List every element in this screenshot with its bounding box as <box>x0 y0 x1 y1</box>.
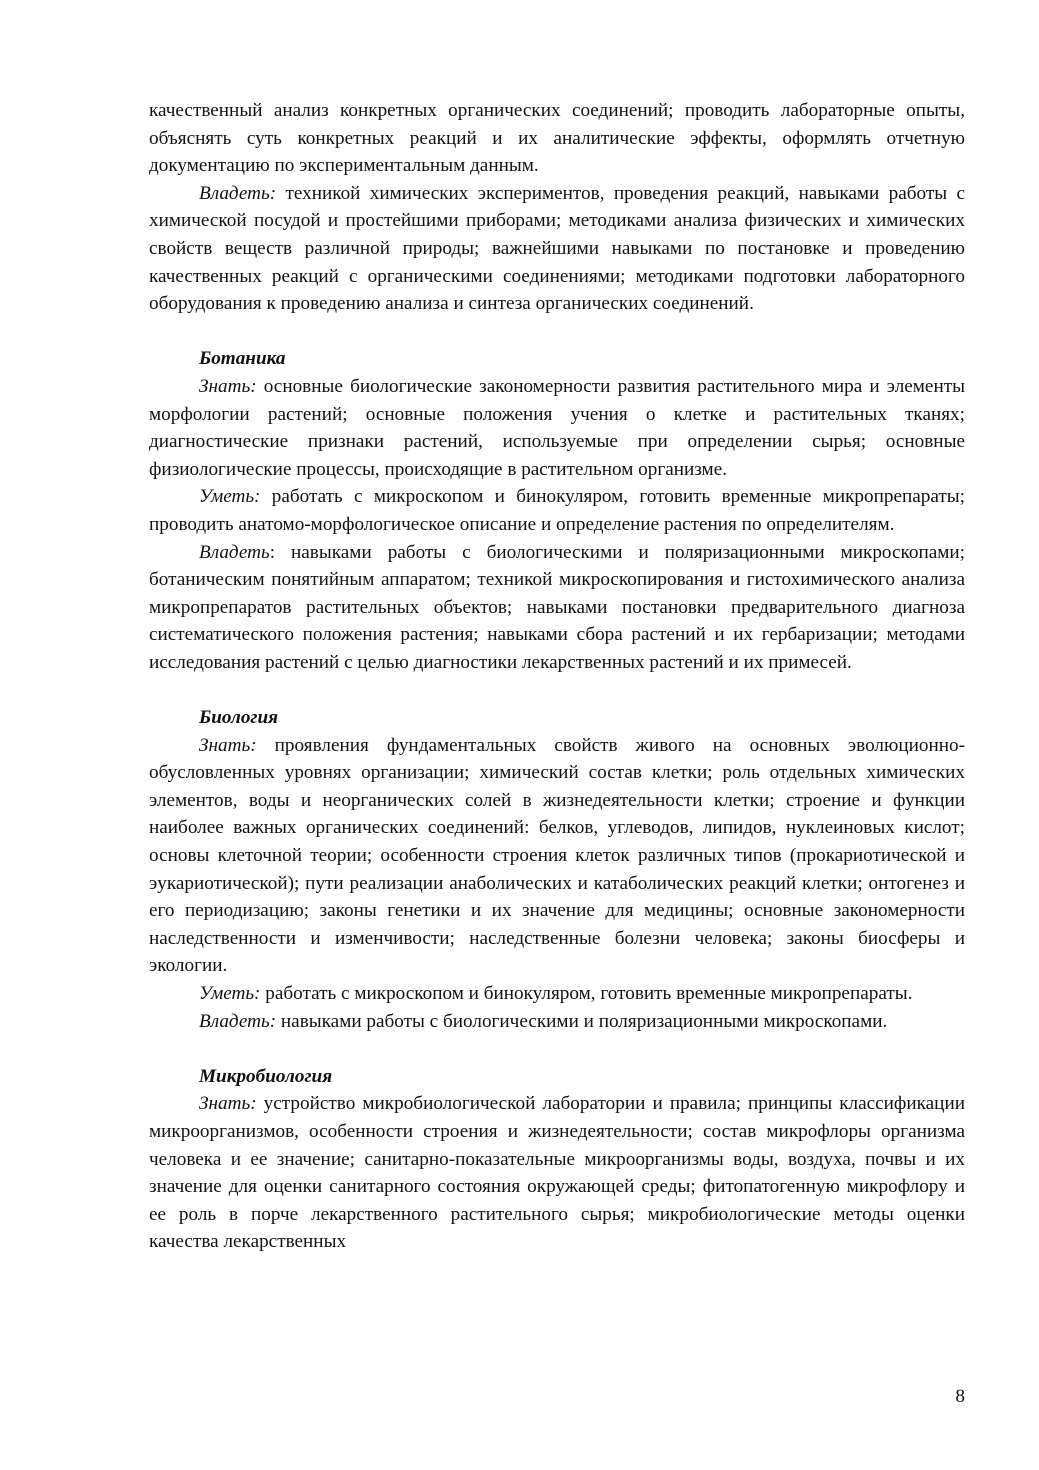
biology-vladet-paragraph <box>149 1008 965 1036</box>
intro-text: качественный анализ конкретных органических соединений; проводить лабораторные опыты, объяснять суть конкретных реакций и их аналитические эффекты, оформлять отчетную документацию по экспериментальным данным. <box>149 100 965 177</box>
vladet-label: Владеть <box>199 541 270 563</box>
znat-label: Знать: <box>199 375 257 397</box>
umet-text: работать с микроскопом и бинокуляром, готовить временные микропрепараты. <box>260 983 913 1004</box>
microbiology-znat-paragraph <box>149 1090 965 1256</box>
section-heading-microbiology: Микробиология <box>199 1065 333 1087</box>
page-content <box>149 97 965 1256</box>
znat-text: основные биологические закономерности развития растительного мира и элементы морфологии растений; основные положения учения о клетке и растительных тканях; диагностические признаки растений, используемые при определении сырья; основные физиологические процессы, происходящие в растительном организме. <box>149 375 965 480</box>
intro-vladet-paragraph <box>149 180 965 318</box>
vladet-label: Владеть: <box>199 182 277 204</box>
section-heading-botany: Ботаника <box>199 348 286 370</box>
page-number: 8 <box>955 1386 965 1407</box>
umet-label: Уметь: <box>199 486 261 508</box>
intro-paragraph <box>149 97 965 180</box>
znat-text: устройство микробиологической лаборатории и правила; принципы классификации микроорганизмов, особенности строения и жизнедеятельности; состав микрофлоры организма человека и ее значение; санитарно-показательные микроорганизмы воды, воздуха, почвы и их значение для оценки санитарного состояния окружающей среды; фитопатогенную микрофлору и ее роль в порче лекарственного растительного сырья; микробиологические методы оценки качества лекарственных <box>149 1093 965 1253</box>
vladet-text: : навыками работы с биологическими и поляризационными микроскопами; ботаническим понятийным аппаратом; техникой микроскопирования и гистохимического анализа микропрепаратов растительных объектов; навыками постановки предварительного диагноза систематического положения растения; навыками сбора растений и их гербаризации; методами исследования растений с целью диагностики лекарственных растений и их примесей. <box>149 541 965 673</box>
vladet-label: Владеть: <box>199 1010 277 1032</box>
umet-label: Уметь: <box>199 983 261 1004</box>
botany-znat-paragraph <box>149 373 965 483</box>
vladet-text: техникой химических экспериментов, проведения реакций, навыками работы с химической посудой и простейшими приборами; методиками анализа физических и химических свойств веществ различной природы; важнейшими навыками по постановке и проведению качественных реакций с органическими соединениями; методиками подготовки лабораторного оборудования к проведению анализа и синтеза органических соединений. <box>149 182 965 315</box>
section-heading-biology: Биология <box>199 707 279 729</box>
znat-label: Знать: <box>199 1093 257 1115</box>
botany-umet-paragraph <box>149 483 965 538</box>
biology-znat-paragraph <box>149 732 965 980</box>
znat-text: проявления фундаментальных свойств живого на основных эволюционно-обусловленных уровнях организации; химический состав клетки; роль отдельных химических элементов, воды и неорганических солей в жизнедеятельности клетки; строение и функции наиболее важных органических соединений: белков, углеводов, липидов, нуклеиновых кислот; основы клеточной теории; особенности строения клеток различных типов (прокариотической и эукариотической); пути реализации анаболических и катаболических реакций клетки; онтогенез и его периодизацию; законы генетики и их значение для медицины; основные закономерности наследственности и изменчивости; наследственные болезни человека; законы биосферы и экологии. <box>149 734 965 977</box>
znat-label: Знать: <box>199 734 257 756</box>
botany-vladet-paragraph <box>149 539 965 677</box>
vladet-text: навыками работы с биологическими и поляризационными микроскопами. <box>276 1010 888 1032</box>
biology-umet-paragraph <box>149 980 965 1008</box>
umet-text: работать с микроскопом и бинокуляром, готовить временные микропрепараты; проводить анатомо-морфологическое описание и определение растения по определителям. <box>149 486 965 535</box>
